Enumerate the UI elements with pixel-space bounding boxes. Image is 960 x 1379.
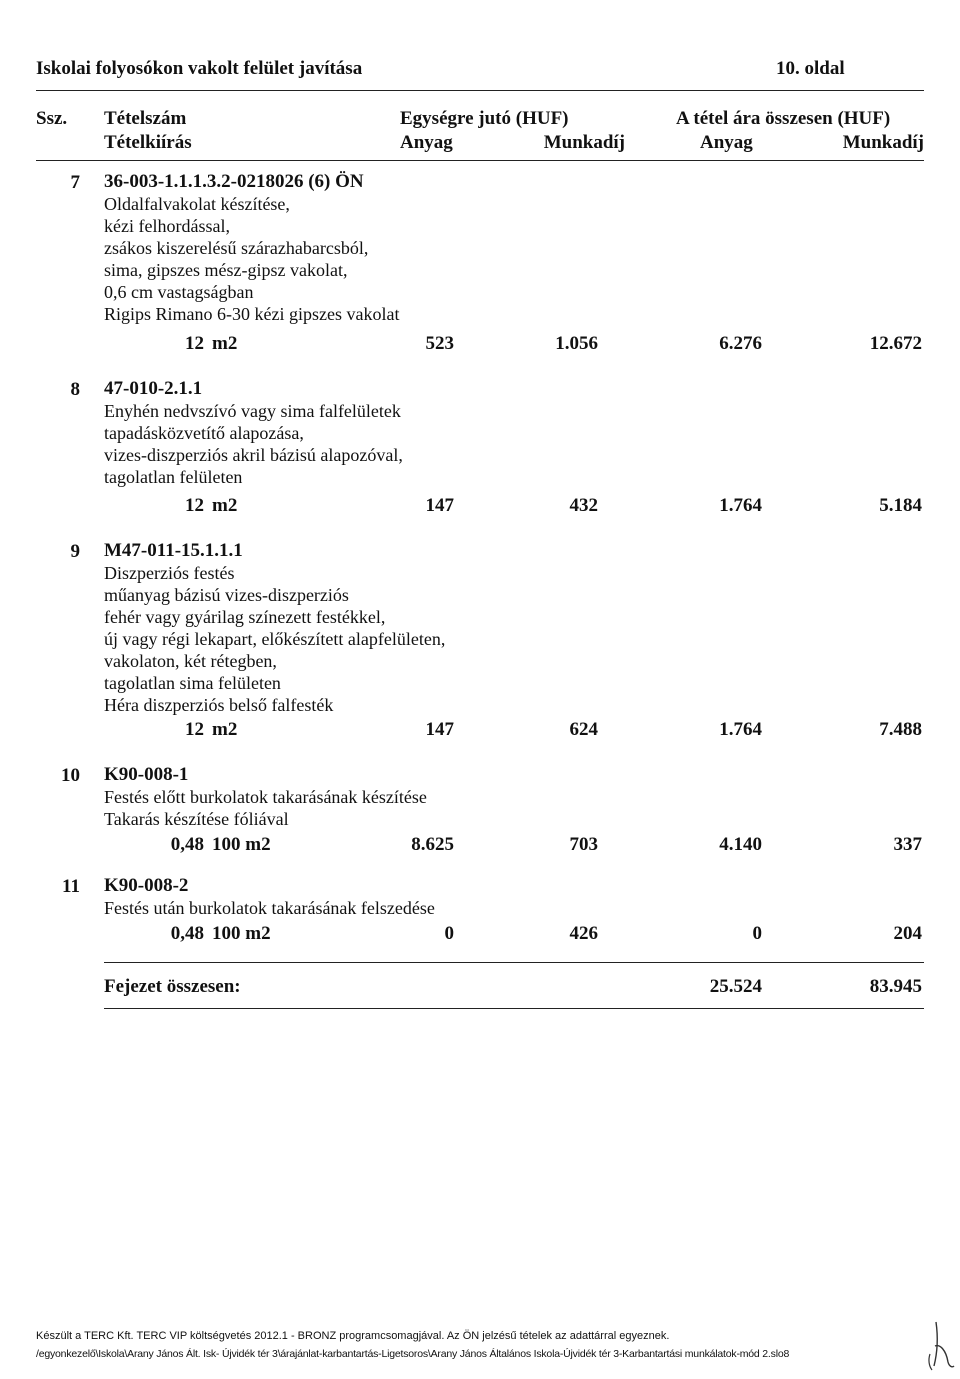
col-tetelkiiras: Tételkiírás (104, 132, 192, 153)
item-unit-anyag: 0 (444, 923, 454, 944)
item-unit-munkadij: 426 (569, 923, 598, 944)
item-ssz: 9 (70, 541, 80, 562)
item-unit: m2 (212, 719, 238, 740)
col-ssz: Ssz. (36, 108, 68, 129)
item-description (104, 540, 445, 716)
col-tetelszam: Tételszám (104, 108, 187, 129)
col-unit-anyag: Anyag (400, 132, 453, 153)
item-line: Héra diszperziós belső falfesték (104, 695, 334, 715)
document-title: Iskolai folyosókon vakolt felület javítása (36, 58, 363, 79)
col-total-munkadij: Munkadíj (842, 132, 924, 153)
item-total-anyag: 4.140 (719, 834, 762, 855)
summary-bottom-rule (104, 1008, 924, 1009)
item-total-anyag: 6.276 (719, 333, 762, 354)
item-line: sima, gipszes mész-gipsz vakolat, (104, 260, 348, 280)
item-qty: 12 (185, 495, 204, 516)
item-qty: 0,48 (170, 834, 204, 855)
item-unit-anyag: 523 (425, 333, 454, 354)
item-line: tagolatlan felületen (104, 467, 243, 487)
item-line: műanyag bázisú vizes-diszperziós (104, 585, 349, 605)
item-line: tagolatlan sima felületen (104, 673, 281, 693)
item-line: zsákos kiszerelésű szárazhabarcsból, (104, 238, 369, 258)
item-unit-munkadij: 432 (569, 495, 598, 516)
item-code: K90-008-2 (104, 875, 189, 896)
item-line: tapadásközvetítő alapozása, (104, 423, 304, 443)
item-unit: 100 m2 (212, 923, 271, 944)
page-number: 10. oldal (776, 58, 845, 79)
item-line: Festés után burkolatok takarásának felszedése (104, 898, 435, 918)
item-unit-anyag: 147 (425, 719, 454, 740)
item-unit-munkadij: 1.056 (555, 333, 598, 354)
item-description (104, 171, 399, 325)
item-total-munkadij: 5.184 (879, 495, 922, 516)
item-description (104, 764, 427, 830)
item-line: 0,6 cm vastagságban (104, 282, 254, 302)
item-line: Rigips Rimano 6-30 kézi gipszes vakolat (104, 304, 400, 324)
item-line: vakolaton, két rétegben, (104, 651, 277, 671)
item-qty: 12 (185, 719, 204, 740)
item-total-munkadij: 7.488 (879, 719, 922, 740)
item-unit-munkadij: 703 (569, 834, 598, 855)
item-total-munkadij: 337 (893, 834, 922, 855)
item-line: Diszperziós festés (104, 563, 235, 583)
item-line: kézi felhordással, (104, 216, 230, 236)
item-line: vizes-diszperziós akril bázisú alapozóval, (104, 445, 403, 465)
summary-total-munkadij: 83.945 (869, 976, 922, 997)
item-qty: 0,48 (170, 923, 204, 944)
summary-label: Fejezet összesen: (104, 976, 241, 997)
item-total-anyag: 0 (752, 923, 762, 944)
item-description (104, 378, 403, 488)
col-total-anyag: Anyag (700, 132, 753, 153)
item-line: új vagy régi lekapart, előkészített alapfelületen, (104, 629, 446, 649)
footer-credit: Készült a TERC Kft. TERC VIP költségvetés 2012.1 - BRONZ programcsomagjával. Az ÖN jelzésű tételek az adattárral egyeznek. (36, 1330, 670, 1342)
item-qty: 12 (185, 333, 204, 354)
item-ssz: 8 (70, 379, 80, 400)
item-total-munkadij: 12.672 (869, 333, 922, 354)
item-unit-anyag: 147 (425, 495, 454, 516)
item-description (104, 875, 435, 919)
col-unit-group: Egységre jutó (HUF) (400, 108, 569, 129)
header-rule (36, 90, 924, 91)
handwritten-initial-mark (926, 1316, 956, 1372)
item-total-anyag: 1.764 (719, 719, 762, 740)
columns-rule (36, 160, 924, 161)
summary-rule (104, 962, 924, 963)
item-code: 36-003-1.1.1.3.2-0218026 (6) ÖN (104, 171, 364, 192)
item-line: Takarás készítése fóliával (104, 809, 289, 829)
item-line: Oldalfalvakolat készítése, (104, 194, 290, 214)
item-unit: m2 (212, 495, 238, 516)
item-total-munkadij: 204 (893, 923, 922, 944)
summary-total-anyag: 25.524 (709, 976, 762, 997)
item-code: M47-011-15.1.1.1 (104, 540, 243, 561)
item-ssz: 7 (70, 172, 80, 193)
col-unit-munkadij: Munkadíj (543, 132, 625, 153)
item-unit: 100 m2 (212, 834, 271, 855)
item-line: Enyhén nedvszívó vagy sima falfelületek (104, 401, 401, 421)
item-code: K90-008-1 (104, 764, 189, 785)
item-unit-anyag: 8.625 (411, 834, 454, 855)
col-total-group: A tétel ára összesen (HUF) (676, 108, 891, 129)
item-unit: m2 (212, 333, 238, 354)
item-line: fehér vagy gyárilag színezett festékkel, (104, 607, 386, 627)
item-line: Festés előtt burkolatok takarásának készítése (104, 787, 427, 807)
item-ssz: 11 (62, 876, 80, 897)
footer-path: /egyonkezelő\Iskola\Arany János Ált. Isk- Újvidék tér 3\árajánlat-karbantartás-Ligetsoros\Arany János Általános Iskola-Újvidék tér 3-Karbantartási munkálatok-mód 2.slo8 (36, 1348, 790, 1360)
item-unit-munkadij: 624 (569, 719, 598, 740)
item-code: 47-010-2.1.1 (104, 378, 203, 399)
item-total-anyag: 1.764 (719, 495, 762, 516)
item-ssz: 10 (61, 765, 80, 786)
